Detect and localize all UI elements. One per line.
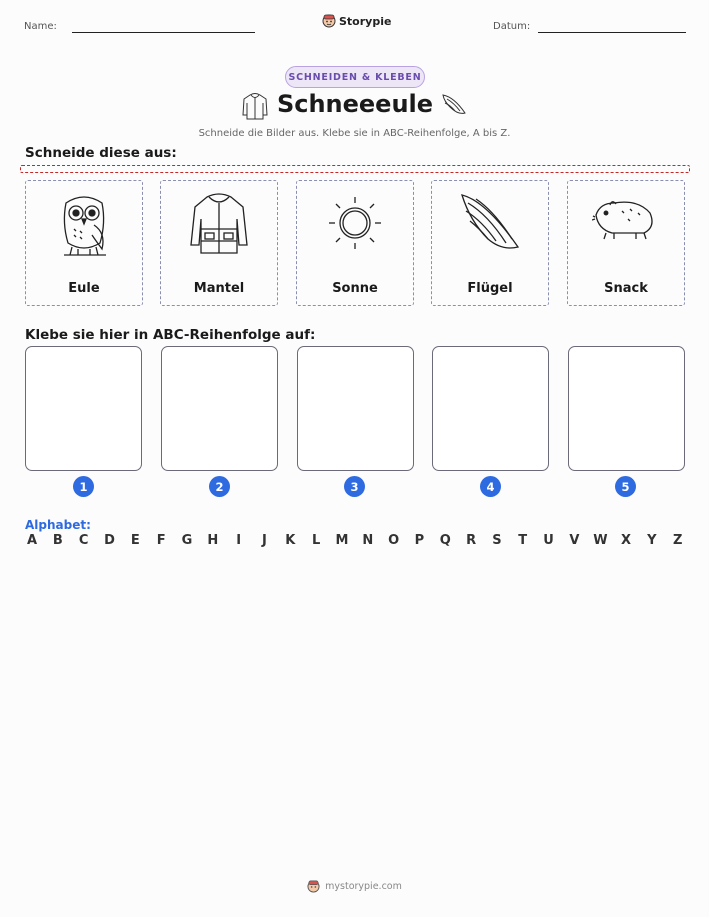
paste-slot[interactable] — [432, 346, 549, 471]
alphabet-letter: A — [26, 533, 38, 548]
cut-card-owl[interactable] — [25, 180, 143, 306]
instructions: Schneide die Bilder aus. Klebe sie in ABC-Reihenfolge, A bis Z. — [198, 128, 511, 139]
card-label: Snack — [604, 281, 648, 296]
alphabet-letter: S — [492, 533, 502, 548]
footer-url[interactable]: mystorypie.com — [325, 881, 402, 892]
alphabet-letter: L — [311, 533, 321, 548]
coat-icon — [185, 189, 253, 261]
alphabet-letter: H — [207, 533, 219, 548]
alphabet-letter: X — [621, 533, 632, 548]
wing-icon — [456, 189, 524, 261]
paste-slot[interactable] — [297, 346, 414, 471]
alphabet-letter: Y — [647, 533, 657, 548]
slot-number: 1 — [73, 476, 94, 497]
cut-card-wing[interactable] — [431, 180, 549, 306]
slot-number: 4 — [480, 476, 501, 497]
card-label: Mantel — [193, 281, 245, 296]
paste-slot[interactable] — [568, 346, 685, 471]
sun-icon — [321, 189, 389, 261]
paste-slot[interactable] — [25, 346, 142, 471]
alphabet-letter: G — [181, 533, 193, 548]
alphabet-letter: I — [236, 533, 242, 548]
brand-logo — [322, 14, 391, 28]
alphabet-letter: F — [156, 533, 166, 548]
alphabet-row — [25, 533, 685, 548]
alphabet-letter: O — [388, 533, 400, 548]
owl-icon — [50, 189, 118, 261]
card-label: Eule — [68, 281, 100, 296]
coat-icon — [241, 91, 269, 121]
slot-number: 3 — [344, 476, 365, 497]
storypie-mascot-icon — [322, 14, 336, 28]
alphabet-letter: K — [285, 533, 296, 548]
paste-heading: Klebe sie hier in ABC-Reihenfolge auf: — [25, 327, 316, 343]
cut-heading: Schneide diese aus: — [25, 145, 177, 161]
card-label: Sonne — [332, 281, 378, 296]
alphabet-letter: P — [414, 533, 425, 548]
alphabet-letter: W — [593, 533, 608, 548]
alphabet-letter: V — [569, 533, 580, 548]
activity-badge: SCHNEIDEN & KLEBEN — [285, 66, 425, 88]
page-title: Schneeeule — [276, 90, 434, 118]
alphabet-letter: B — [52, 533, 63, 548]
name-label: Name: — [24, 21, 57, 32]
wing-icon — [440, 91, 468, 119]
alphabet-letter: J — [262, 533, 267, 548]
alphabet-letter: C — [78, 533, 89, 548]
cut-line — [20, 165, 690, 173]
cut-card-sun[interactable] — [296, 180, 414, 306]
footer — [0, 880, 709, 893]
storypie-mascot-icon — [307, 880, 320, 893]
slot-number: 2 — [209, 476, 230, 497]
name-line[interactable] — [72, 32, 255, 33]
alphabet-letter: N — [362, 533, 374, 548]
paste-slot[interactable] — [161, 346, 278, 471]
slot-number: 5 — [615, 476, 636, 497]
alphabet-letter: Z — [672, 533, 683, 548]
date-line[interactable] — [538, 32, 686, 33]
alphabet-letter: M — [335, 533, 349, 548]
alphabet-letter: T — [518, 533, 528, 548]
alphabet-letter: Q — [439, 533, 451, 548]
alphabet-letter: R — [466, 533, 477, 548]
cut-card-snack[interactable] — [567, 180, 685, 306]
brand-name: Storypie — [339, 14, 392, 28]
alphabet-letter: U — [543, 533, 554, 548]
cut-card-coat[interactable] — [160, 180, 278, 306]
alphabet-letter: D — [104, 533, 115, 548]
date-label: Datum: — [493, 21, 531, 32]
hamster-icon — [592, 189, 660, 261]
card-label: Flügel — [467, 281, 513, 296]
alphabet-letter: E — [130, 533, 140, 548]
alphabet-heading: Alphabet: — [25, 518, 91, 532]
